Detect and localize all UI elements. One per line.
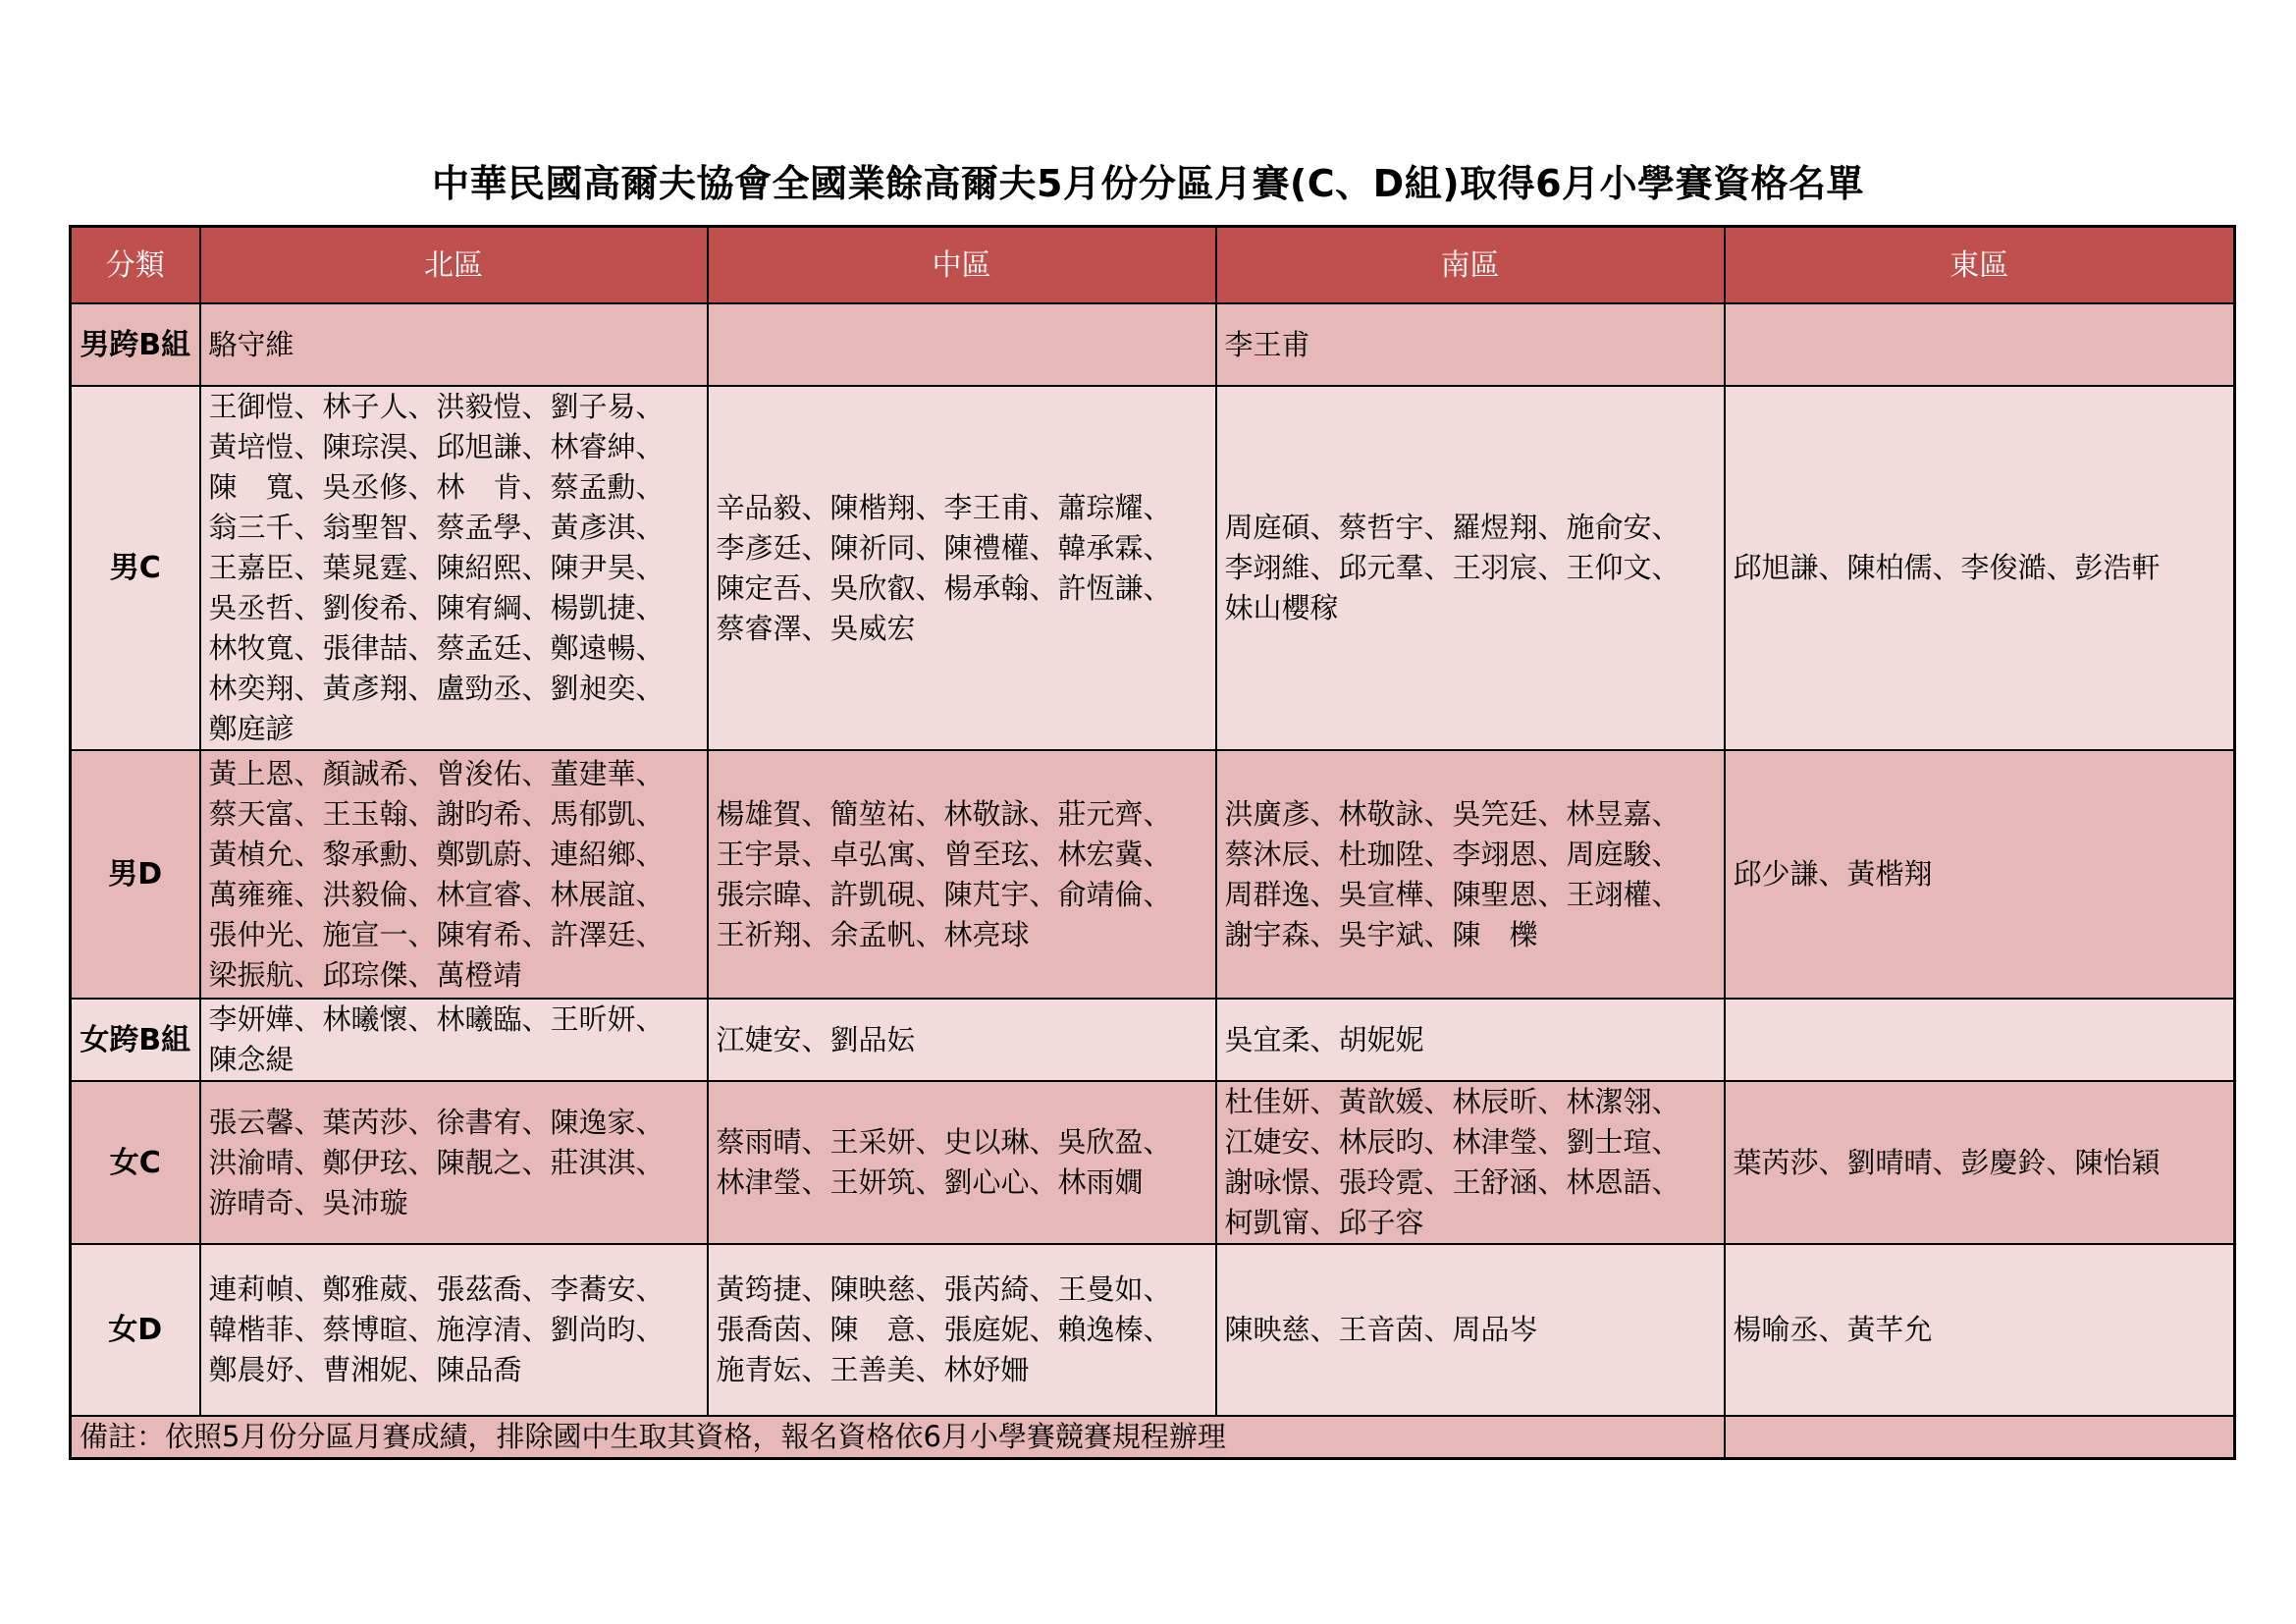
north-cell: 黃上恩、顏誠希、曾浚佑、董建華、 蔡天富、王玉翰、謝昀希、馬郁凱、 黃楨允、黎承勳、鄭凱蔚、連紹鄉、 萬雍雍、洪毅倫、林宣睿、林展誼、 張仲光、施宣一、陳宥希、許澤廷、 梁振航、邱琮傑、萬橙靖 [200,750,708,999]
central-cell: 蔡雨晴、王采妍、史以琳、吳欣盈、 林津瑩、王妍筑、劉心心、林雨嫺 [708,1081,1216,1244]
table-row [71,303,2235,386]
note-text: 備註：依照5月份分區月賽成績，排除國中生取其資格，報名資格依6月小學賽競賽規程辦理 [71,1416,1725,1459]
central-cell: 楊雄賀、簡堃祐、林敬詠、莊元齊、 王宇景、卓弘寓、曾至玹、林宏冀、 張宗暐、許凱硯、陳芃宇、俞靖倫、 王祈翔、余孟帆、林亮球 [708,750,1216,999]
central-cell [708,303,1216,386]
east-cell: 楊喻丞、黃芊允 [1725,1244,2235,1416]
table-row [71,999,2235,1081]
east-cell [1725,303,2235,386]
category-cell: 女C [71,1081,200,1244]
category-cell: 男D [71,750,200,999]
header-central: 中區 [708,227,1216,304]
north-cell: 王御愷、林子人、洪毅愷、劉子易、 黃培愷、陳琮淏、邱旭謙、林睿紳、 陳 寬、吳丞修、林 肯、蔡孟勳、 翁三千、翁聖智、蔡孟學、黃彥淇、 王嘉臣、葉晁霆、陳紹熙、陳尹昊、 吳丞哲、劉俊希、陳宥綱、楊凱捷、 林牧寬、張律喆、蔡孟廷、鄭遠暢、 林奕翔、黃彥翔、盧勁丞、劉昶奕、 鄭庭諺 [200,386,708,750]
header-south: 南區 [1216,227,1725,304]
south-cell: 陳映慈、王音茵、周品岑 [1216,1244,1725,1416]
central-cell: 辛品毅、陳楷翔、李王甫、蕭琮耀、 李彥廷、陳祈同、陳禮權、韓承霖、 陳定吾、吳欣叡、楊承翰、許恆謙、 蔡睿澤、吳威宏 [708,386,1216,750]
north-cell: 駱守維 [200,303,708,386]
category-cell: 男跨B組 [71,303,200,386]
south-cell: 周庭碩、蔡哲宇、羅煜翔、施俞安、 李翊維、邱元羣、王羽宸、王仰文、 妹山櫻稼 [1216,386,1725,750]
category-cell: 女D [71,1244,200,1416]
header-row [71,227,2235,304]
header-north: 北區 [200,227,708,304]
category-cell: 男C [71,386,200,750]
central-cell: 江婕安、劉品妘 [708,999,1216,1081]
table-row [71,1244,2235,1416]
east-cell: 邱少謙、黃楷翔 [1725,750,2235,999]
north-cell: 張云馨、葉芮莎、徐書宥、陳逸家、 洪渝晴、鄭伊玹、陳靚之、莊淇淇、 游晴奇、吳沛璇 [200,1081,708,1244]
south-cell: 吳宜柔、胡妮妮 [1216,999,1725,1081]
note-row [71,1416,2235,1459]
document-title: 中華民國高爾夫協會全國業餘高爾夫5月份分區月賽(C、D組)取得6月小學賽資格名單 [431,162,1865,205]
note-empty-cell [1725,1416,2235,1459]
table-row [71,750,2235,999]
north-cell: 李妍嬅、林曦懷、林曦臨、王昕妍、 陳念緹 [200,999,708,1081]
south-cell: 李王甫 [1216,303,1725,386]
central-cell: 黃筠捷、陳映慈、張芮綺、王曼如、 張喬茵、陳 意、張庭妮、賴逸榛、 施青妘、王善美、林妤姍 [708,1244,1216,1416]
east-cell: 葉芮莎、劉晴晴、彭慶鈴、陳怡穎 [1725,1081,2235,1244]
table-row [71,386,2235,750]
header-east: 東區 [1725,227,2235,304]
east-cell [1725,999,2235,1081]
south-cell: 洪廣彥、林敬詠、吳笎廷、林昱嘉、 蔡沐辰、杜珈陞、李翊恩、周庭駿、 周群逸、吳宣樺、陳聖恩、王翊權、 謝宇森、吳宇斌、陳 櫟 [1216,750,1725,999]
north-cell: 連莉幀、鄭雅葳、張茲喬、李蕎安、 韓楷菲、蔡博暄、施淳清、劉尚昀、 鄭晨妤、曹湘妮、陳品喬 [200,1244,708,1416]
category-cell: 女跨B組 [71,999,200,1081]
south-cell: 杜佳妍、黃歆媛、林辰昕、林潔翎、 江婕安、林辰昀、林津瑩、劉士瑄、 謝咏憬、張玲霓、王舒涵、林恩語、 柯凱甯、邱子容 [1216,1081,1725,1244]
qualification-table [69,225,2236,1460]
east-cell: 邱旭謙、陳柏儒、李俊澔、彭浩軒 [1725,386,2235,750]
header-category: 分類 [71,227,200,304]
table-row [71,1081,2235,1244]
